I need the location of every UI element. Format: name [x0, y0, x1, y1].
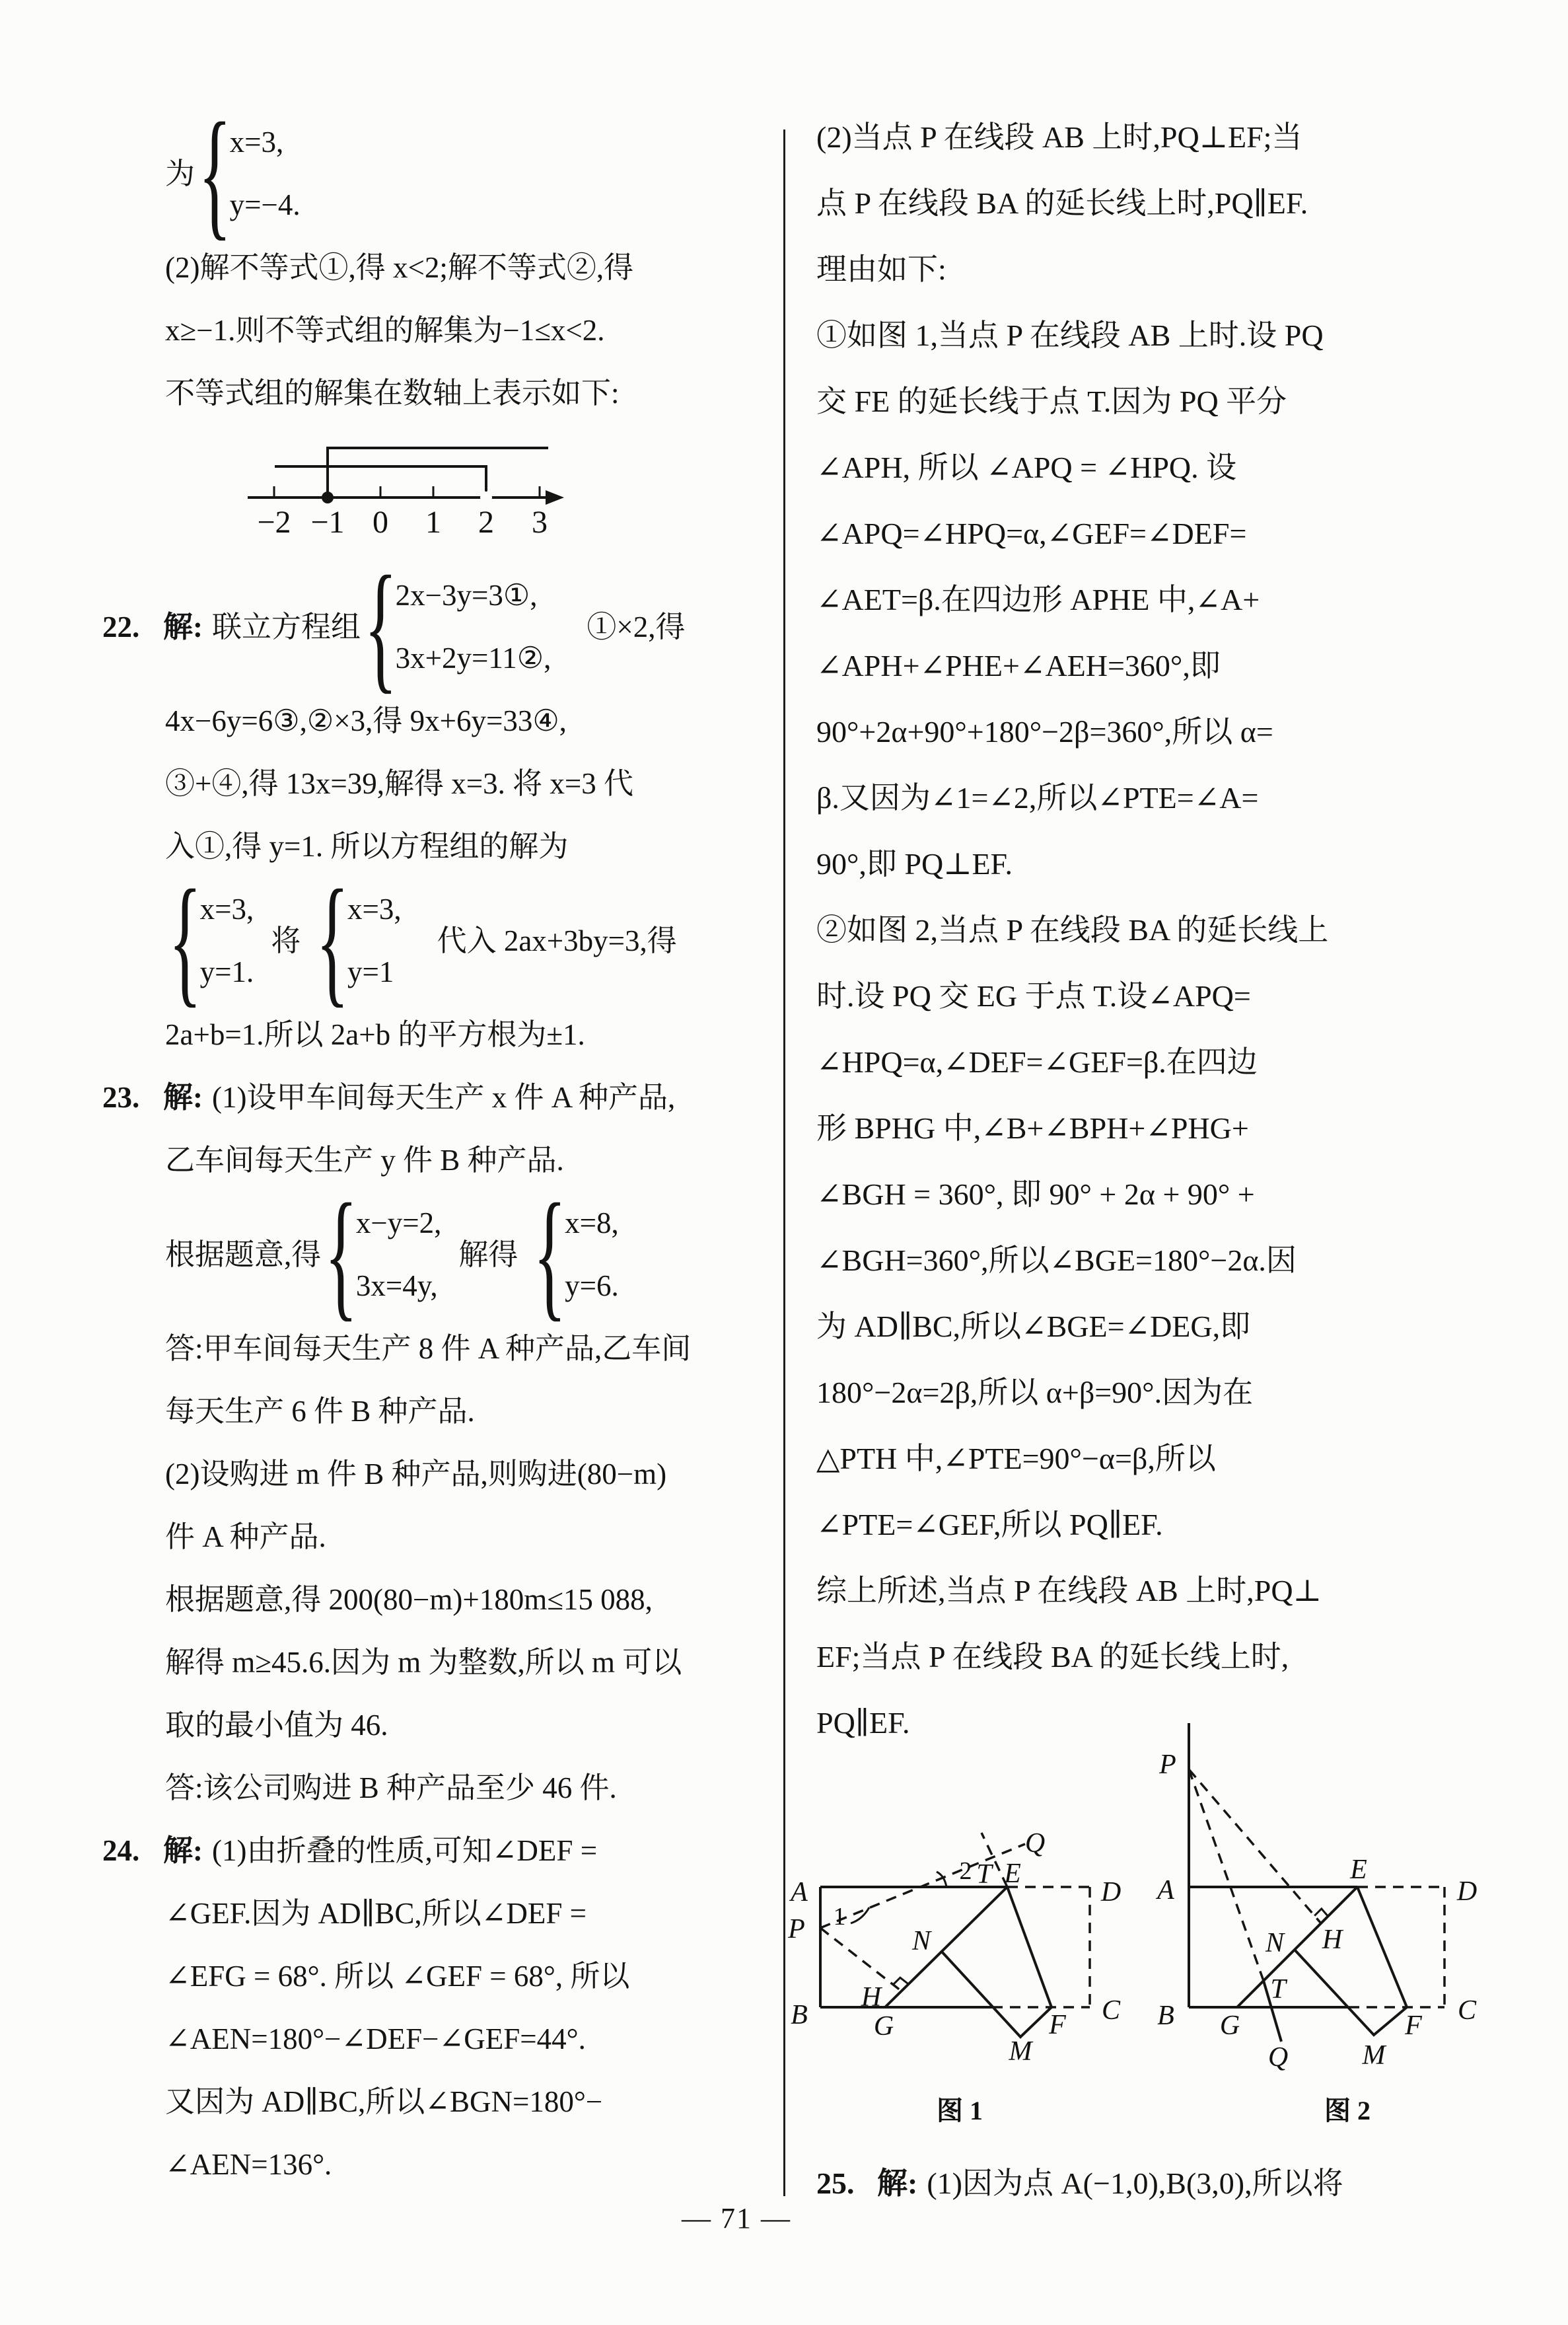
text-line: 乙车间每天生产 y 件 B 种产品. [165, 1144, 564, 1177]
fig1-label-Q: Q [1024, 1828, 1046, 1859]
text-line: ∠HPQ=α,∠DEF=∠GEF=β.在四边 [816, 1045, 1258, 1079]
brace-glyph: { [324, 1175, 358, 1334]
text-line: 90°+2α+90°+180°−2β=360°,所以 α= [816, 715, 1273, 749]
eq-systems-22 [102, 861, 766, 1020]
fig2-label-C: C [1457, 1995, 1477, 2026]
item-number: 25. [816, 2166, 855, 2200]
column-divider [783, 129, 785, 2196]
figures-row [788, 1750, 1516, 2151]
text-line: 不等式组的解集在数轴上表示如下: [165, 377, 620, 410]
text-line: 件 A 种产品. [165, 1520, 326, 1553]
system-row: 3x=4y, [355, 1269, 438, 1302]
text-line: ∠GEF.因为 AD∥BC,所以∠DEF = [165, 1897, 587, 1930]
text-line: ∠PTE=∠GEF,所以 PQ∥EF. [816, 1508, 1163, 1541]
brace-glyph: { [364, 547, 398, 706]
figure-1 [786, 1819, 1136, 2136]
segment-PH-dashed [820, 1928, 901, 1991]
text: 根据题意,得 [165, 1237, 322, 1271]
text-line: 时.设 PQ 交 EG 于点 T.设∠APQ= [816, 979, 1251, 1013]
text: ①×2,得 [587, 610, 686, 644]
text-line: ∠AET=β.在四边形 APHE 中,∠A+ [816, 583, 1260, 616]
brace-system [533, 1175, 619, 1334]
fig2-label-E: E [1350, 1855, 1367, 1885]
tick-label: 1 [425, 505, 441, 540]
jie-label: 解: [877, 2166, 918, 2200]
fold-NMF [1295, 1950, 1407, 2035]
fig2-label-H: H [1322, 1925, 1343, 1955]
tick-label: −1 [310, 505, 345, 540]
fig1-label-D: D [1100, 1877, 1122, 1907]
tick-label: −2 [257, 505, 291, 540]
fig2-label-G: G [1219, 2011, 1240, 2041]
item-number: 23. [102, 1081, 140, 1114]
text-line: ∠EFG = 68°. 所以 ∠GEF = 68°, 所以 [165, 1960, 630, 1993]
system-row: x=3, [199, 893, 254, 926]
fig2-caption: 图 2 [1324, 2096, 1371, 2125]
fig2-label-D: D [1456, 1876, 1478, 1907]
right-angle-mark [893, 1977, 908, 1985]
fig2-label-F: F [1405, 2011, 1422, 2041]
text-line: 又因为 AD∥BC,所以∠BGN=180°− [165, 2085, 603, 2118]
text-line: ∠APQ=∠HPQ=α,∠GEF=∠DEF= [816, 517, 1247, 550]
text-line: 交 FE 的延长线于点 T.因为 PQ 平分 [816, 385, 1287, 418]
text-line: ①如图 1,当点 P 在线段 AB 上时.设 PQ [816, 318, 1324, 352]
edge-EF [1357, 1887, 1407, 2007]
closed-endpoint [322, 492, 334, 503]
brace-glyph: { [168, 861, 202, 1020]
system-row: y=−4. [229, 188, 301, 221]
page-number: 71 [721, 2202, 752, 2234]
brace-system [316, 861, 402, 1020]
left-column [102, 94, 766, 2196]
eq-systems-23 [102, 1175, 766, 1334]
fig1-label-N: N [911, 1926, 931, 1956]
text-line: 根据题意,得 200(80−m)+180m≤15 088, [165, 1583, 653, 1616]
text-line: ∠APH+∠PHE+∠AEH=360°,即 [816, 649, 1221, 683]
footer-dash: — [761, 2202, 791, 2234]
text-line: 4x−6y=6③,②×3,得 9x+6y=33④, [165, 704, 567, 737]
text-line: 180°−2α=2β,所以 α+β=90°.因为在 [816, 1376, 1254, 1409]
fig2-label-N: N [1265, 1928, 1285, 1958]
tick-label: 2 [478, 505, 494, 540]
text-line: △PTH 中,∠PTE=90°−α=β,所以 [816, 1442, 1216, 1475]
text-line: ∠APH, 所以 ∠APQ = ∠HPQ. 设 [816, 451, 1237, 484]
item-23-head [102, 1066, 766, 1129]
brace-system [168, 861, 254, 1020]
text: (1)设甲车间每天生产 x 件 A 种产品, [212, 1081, 676, 1114]
text-line: (2)当点 P 在线段 AB 上时,PQ⊥EF;当 [816, 120, 1302, 154]
fig1-label-H: H [861, 1982, 882, 2012]
text-line: 取的最小值为 46. [165, 1709, 388, 1742]
text: 解得 [458, 1237, 518, 1271]
brace-glyph: { [316, 861, 349, 1020]
text: (1)因为点 A(−1,0),B(3,0),所以将 [927, 2166, 1343, 2200]
text-line: 综上所述,当点 P 在线段 AB 上时,PQ⊥ [816, 1574, 1322, 1607]
fig1-label-T: T [976, 1859, 992, 1890]
crease-GE [885, 1887, 1007, 2007]
system-row: y=1. [199, 955, 254, 988]
system-row: y=6. [565, 1269, 619, 1302]
footer-dash: — [682, 2202, 712, 2234]
tick-label: 0 [373, 505, 388, 540]
text-line: 为 AD∥BC,所以∠BGE=∠DEG,即 [816, 1310, 1251, 1343]
item-22-head [102, 547, 766, 706]
right-angle-mark [1314, 1909, 1328, 1916]
text-line: ∠AEN=180°−∠DEF−∠GEF=44°. [165, 2022, 586, 2055]
brace-system [364, 547, 552, 706]
item-number: 22. [102, 610, 140, 644]
fig1-label-P: P [788, 1914, 805, 1944]
text-line: β.又因为∠1=∠2,所以∠PTE=∠A= [816, 781, 1259, 815]
text: 代入 2ax+3by=3,得 [437, 924, 677, 957]
text-line: x≥−1.则不等式组的解集为−1≤x<2. [165, 314, 605, 347]
system-row: 3x+2y=11②, [395, 642, 552, 675]
text-line: (2)设购进 m 件 B 种产品,则购进(80−m) [165, 1458, 667, 1491]
text-line: 理由如下: [816, 252, 946, 286]
tick-label: 3 [532, 505, 548, 540]
text-line: 点 P 在线段 BA 的延长线上时,PQ∥EF. [816, 186, 1308, 220]
solution-ray-ge-neg1 [328, 448, 548, 498]
prefix: 为 [165, 157, 196, 190]
text: (1)由折叠的性质,可知∠DEF = [212, 1834, 598, 1867]
segment-PT-dashed [1189, 1769, 1264, 1981]
text-line: 解得 m≥45.6.因为 m 为整数,所以 m 可以 [165, 1646, 682, 1679]
text: 将 [271, 924, 301, 957]
open-endpoint [480, 492, 492, 503]
jie-label: 解: [163, 610, 203, 644]
system-row: y=1 [347, 955, 394, 988]
text-line: 入①,得 y=1. 所以方程组的解为 [165, 830, 569, 863]
text-line: ∠BGH=360°,所以∠BGE=180°−2α.因 [816, 1243, 1297, 1277]
system-row: x=8, [565, 1206, 619, 1239]
page-footer [660, 2201, 812, 2235]
figure-2 [1149, 1710, 1513, 2136]
text-line: ∠BGH = 360°, 即 90° + 2α + 90° + [816, 1177, 1255, 1211]
fig1-angle-2-label: 2 [959, 1857, 972, 1885]
fig1-label-A: A [791, 1877, 808, 1907]
system-row: x=3, [229, 126, 284, 159]
fig1-label-M: M [1009, 2036, 1032, 2067]
axis-arrow [546, 490, 564, 505]
system-row: 2x−3y=3①, [395, 579, 538, 612]
edge-EF [1007, 1887, 1051, 2007]
brace-system [198, 94, 301, 253]
text-line: 答:甲车间每天生产 8 件 A 种产品,乙车间 [165, 1332, 692, 1365]
text-line: ∠AEN=136°. [165, 2148, 332, 2181]
item-24-head [102, 1820, 766, 1882]
system-row: x−y=2, [355, 1206, 442, 1239]
text-line: ③+④,得 13x=39,解得 x=3. 将 x=3 代 [165, 767, 634, 800]
eq-system-21 [102, 94, 766, 253]
fig2-label-P: P [1159, 1750, 1176, 1780]
system-row: x=3, [347, 893, 402, 926]
text-line: 2a+b=1.所以 2a+b 的平方根为±1. [165, 1018, 585, 1051]
item-number: 24. [102, 1834, 140, 1867]
fig2-label-B: B [1157, 2001, 1174, 2031]
right-column [788, 104, 1516, 2217]
item-25-head [816, 2151, 1516, 2217]
text-line: 90°,即 PQ⊥EF. [816, 847, 1013, 881]
text-line: 每天生产 6 件 B 种产品. [165, 1395, 475, 1428]
segment-PH-dashed [1189, 1769, 1321, 1923]
text-line: PQ∥EF. [816, 1706, 910, 1740]
fig1-label-C: C [1101, 1995, 1121, 2026]
text-line: ②如图 2,当点 P 在线段 BA 的延长线上 [816, 913, 1329, 947]
text: 联立方程组 [212, 610, 361, 644]
text-line: (2)解不等式①,得 x<2;解不等式②,得 [165, 251, 634, 284]
fig2-label-M: M [1362, 2040, 1386, 2071]
text-line: EF;当点 P 在线段 BA 的延长线上时, [816, 1640, 1289, 1674]
fig2-label-Q: Q [1267, 2042, 1289, 2073]
fig1-angle-1-label: 1 [833, 1903, 846, 1931]
number-line-figure [238, 430, 568, 559]
fig1-label-G: G [873, 2011, 894, 2042]
text-line: 形 BPHG 中,∠B+∠BPH+∠PHG+ [816, 1111, 1249, 1145]
fig2-label-A: A [1157, 1875, 1174, 1905]
fig1-label-F: F [1049, 2010, 1066, 2040]
brace-glyph: { [198, 94, 232, 253]
angle-1-arc [851, 1907, 869, 1923]
fig1-caption: 图 1 [937, 2096, 983, 2125]
fig2-label-T: T [1270, 1974, 1286, 2005]
jie-label: 解: [163, 1081, 203, 1114]
text-line: 答:该公司购进 B 种产品至少 46 件. [165, 1771, 617, 1804]
fig1-label-B: B [791, 2000, 808, 2030]
jie-label: 解: [163, 1834, 203, 1867]
brace-glyph: { [533, 1175, 567, 1334]
fig1-label-E: E [1004, 1859, 1021, 1889]
brace-system [324, 1175, 442, 1334]
